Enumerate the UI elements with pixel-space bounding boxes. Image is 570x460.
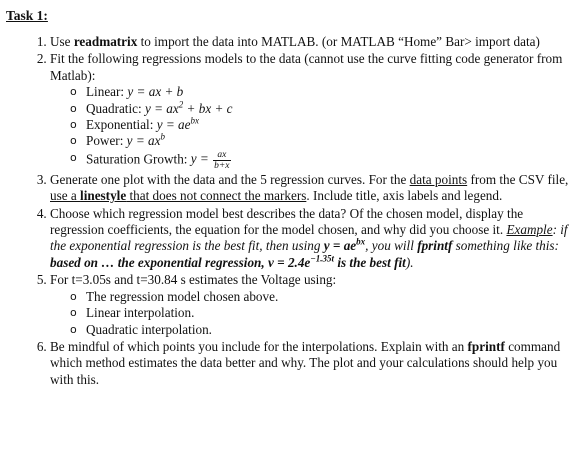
estimate-method-list <box>50 289 570 338</box>
formula-part: y = ax <box>126 133 161 149</box>
model-formula <box>127 133 165 148</box>
model-saturation-growth <box>70 150 570 171</box>
example-bold-text: is the best fit <box>334 254 406 270</box>
model-label: Power: <box>86 133 124 149</box>
text-fragment: Be mindful of which points you include for the interpolations. Explain with an <box>50 338 468 354</box>
text-fragment: something like this: <box>452 238 559 254</box>
task-2-text: Fit the following regressions models to the data (cannot use the curve fitting code generator from Matlab): <box>50 51 563 83</box>
text-fragment: Generate one plot with the data and the 5 regression curves. For the <box>50 171 410 187</box>
task-item-1 <box>50 34 570 50</box>
underlined-text: that does not connect the markers <box>126 188 307 204</box>
task-item-4 <box>50 206 570 272</box>
model-exponential <box>70 117 570 133</box>
fraction-denominator: b+x <box>214 160 230 171</box>
underlined-text: data points <box>409 171 468 187</box>
model-label: Exponential: <box>86 117 154 133</box>
text-fragment: . Include title, axis labels and legend. <box>306 188 503 204</box>
example-equation <box>324 238 365 253</box>
fprintf-keyword: fprintf <box>417 238 453 254</box>
underlined-text: use a <box>50 188 81 204</box>
model-formula <box>145 101 233 116</box>
example-equation-2 <box>268 255 334 270</box>
model-label: Linear: <box>86 84 125 100</box>
model-formula <box>157 117 199 132</box>
formula-part: y = ax <box>144 100 179 116</box>
model-label: Saturation Growth: <box>86 151 188 167</box>
formula-exponent: bx <box>356 237 366 248</box>
formula-exponent: −1.35t <box>310 253 335 264</box>
fraction-numerator: ax <box>213 150 230 161</box>
text-fragment: ). <box>405 254 414 270</box>
regression-model-list <box>50 84 570 171</box>
text-fragment: command which method estimates the data better and why. The plot and your calculations should help you with this. <box>50 338 561 387</box>
example-label: Example <box>506 222 553 238</box>
text-fragment: from the CSV file, <box>467 171 569 187</box>
formula-part: y = ae <box>156 117 191 133</box>
text-fragment: to import the data into MATLAB. (or MATLAB “Home” Bar> import data) <box>137 34 540 49</box>
readmatrix-keyword: readmatrix <box>73 34 138 49</box>
task-list <box>14 34 570 389</box>
model-linear <box>70 84 570 100</box>
example-bold-text: based on … the exponential regression, <box>50 254 268 270</box>
text-fragment: Use <box>50 34 74 49</box>
model-label: Quadratic: <box>86 100 142 116</box>
formula-part: + bx + c <box>183 100 233 116</box>
task-5-text: For t=3.05s and t=30.84 s estimates the Voltage using: <box>50 272 337 288</box>
model-formula <box>190 149 232 171</box>
method-linear-interp: o Linear interpolation. <box>70 305 570 321</box>
task-4-text: Choose which regression model best describes the data? Of the chosen model, display the regression coefficients, the equation for the model chosen, and why did you choose it. <box>50 205 524 238</box>
formula-part: y = ae <box>323 238 357 254</box>
model-formula: y = ax + b <box>127 84 184 100</box>
model-quadratic <box>70 101 570 117</box>
text-fragment: : if the exponential regression is the best fit, then using <box>50 222 568 254</box>
task-item-6 <box>50 339 570 388</box>
linestyle-keyword: linestyle <box>80 188 127 204</box>
model-power <box>70 133 570 149</box>
formula-exponent: b <box>160 132 165 143</box>
task-item-2 <box>50 51 570 170</box>
method-quadratic-interp: o Quadratic interpolation. <box>70 322 570 338</box>
task-item-3 <box>50 172 570 205</box>
task-title: Task 1: <box>6 8 48 23</box>
formula-fraction <box>213 150 230 171</box>
method-regression: o The regression model chosen above. <box>70 289 570 305</box>
formula-exponent: 2 <box>178 99 184 110</box>
formula-exponent: bx <box>190 115 199 126</box>
fprintf-keyword: fprintf <box>467 338 505 354</box>
task-item-5 <box>50 272 570 338</box>
formula-part: y = <box>190 151 213 167</box>
text-fragment: , you will <box>365 238 418 254</box>
formula-part: v = 2.4e <box>267 254 311 270</box>
